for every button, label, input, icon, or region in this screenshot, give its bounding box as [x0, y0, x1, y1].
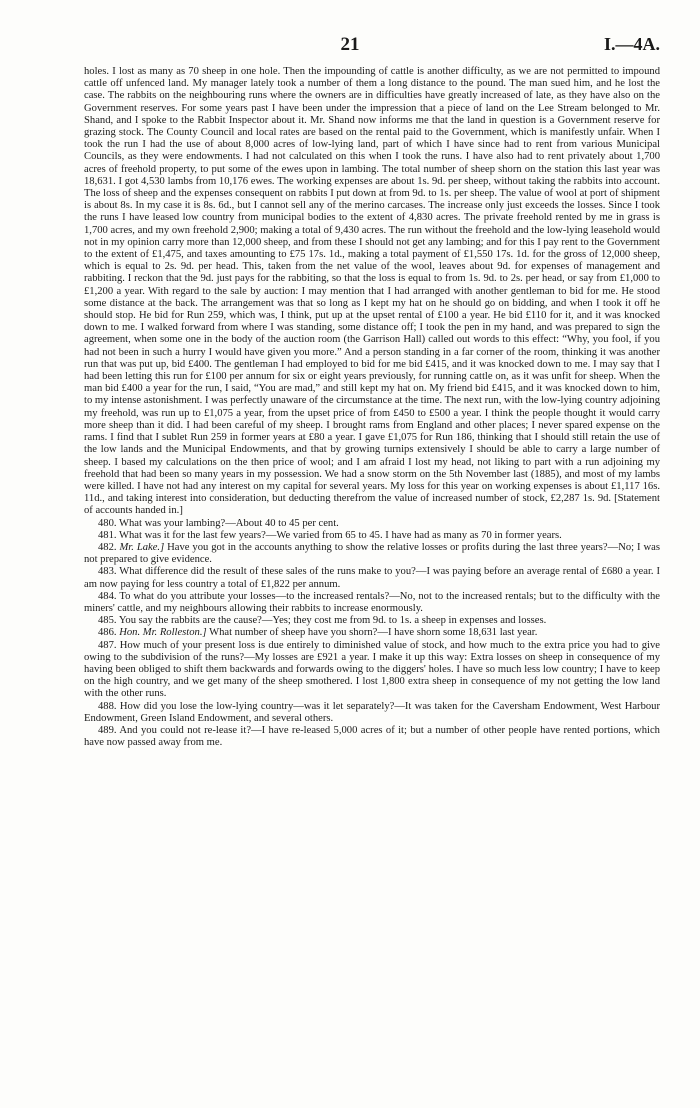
question-number: 483.: [98, 566, 117, 578]
question-paragraph: [84, 591, 660, 615]
question-text: What difference did the result of these sales of the runs make to you?—I was paying before an average rental of £680 a year. I am now paying for less country a total of £1,822 per annum.: [84, 566, 660, 590]
question-text: What was your lambing?—About 40 to 45 per cent.: [119, 517, 339, 529]
question-number: 480.: [98, 517, 117, 529]
question-number: 489.: [98, 724, 117, 736]
page-header: [0, 34, 700, 58]
question-number: 484.: [98, 590, 117, 602]
page-body: [84, 66, 660, 749]
question-paragraph: [84, 566, 660, 590]
question-paragraph: [84, 530, 660, 542]
question-number: 481.: [98, 529, 117, 541]
speaker: Hon. Mr. Rolleston.]: [119, 627, 207, 639]
question-paragraph: [84, 627, 660, 639]
speaker: Mr. Lake.]: [119, 541, 165, 553]
question-list: [84, 518, 660, 750]
intro-paragraph: holes. I lost as many as 70 sheep in one hole. Then the impounding of cattle is another difficulty, as we are not permitted to impound cattle off unfenced land. My manager lately took a number of them a long distance to the pound. The man sued him, and he lost the case. The rabbits on the neighbouring runs where the owners are in difficulties have greatly increased of late, as they have also on the Government reserves. For some years past I have been under the impression that a piece of land on the Lee Stream belonged to Mr. Shand, and I spoke to the Rabbit Inspector about it. Mr. Shand now informs me that the land in question is a Government reserve for grazing stock. The County Council and local rates are based on the rental paid to the Government, which is manifestly unfair. When I took the run I had the use of about 8,000 acres of low-lying land, part of which I have since had to rent from various Municipal Councils, as they were endowments. I had not calculated on this when I took the runs. I have also had to rent privately about 1,700 acres of freehold property, to put some of the ewes upon in lambing. The total number of sheep shorn on the station this last year was 18,631. I got 4,530 lambs from 10,176 ewes. The working expenses are about 1s. 9d. per sheep, without taking the rabbits into account. The loss of sheep and the expenses consequent on rabbits I put down at from 9d. to 1s. per sheep. The value of wool at port of shipment is about 8s. In my case it is 8s. 6d., but I cannot sell any of the merino carcases. The increase only just exceeds the losses. Since I took the runs I have leased low country from municipal bodies to the extent of 4,830 acres. The private freehold rented by me in grass is 1,700 acres, and my own freehold 2,900; making a total of 9,430 acres. The run without the freehold and the low-lying leasehold would not in my opinion carry more than 12,000 sheep, and from these I should not get any lambing; and for this I pay rent to the Government to the extent of £1,475, and taxes amounting to £75 17s. 1d., making a total payment of £1,550 17s. 1d. for the gross of 12,000 sheep, which is equal to 2s. 9d. per head. This, taken from the net value of the wool, leaves about 9d. for expenses of management and rabbiting. I reckon that the 9d. just pays for the rabbiting, so that the loss is equal to from 1s. 9d. to 2s. per head, or say from £1,000 to £1,200 a year. With regard to the sale by auction: I may mention that I had arranged with another gentleman to bid for me. He stood some distance at the back. The arrangement was that so long as I kept my hat on he should go on bidding, and when I took it off he should stop. He bid for Run 259, which was, I think, put up at the upset rental of £100 a year. He bid £110 for it, and it was knocked down to me. I walked forward from where I was standing, some distance off; I took the pen in my hand, and was prepared to sign the agreement, when some one in the body of the auction room (the Garrison Hall) called out words to this effect: “Why, you fool, if you had not been in such a hurry I would have given you more.” And a person standing in a far corner of the room, thinking it was another run that was put up, bid £400. The gentleman I had employed to bid for me bid £415, and it was knocked down to me. I may say that I had been letting this run for £100 per annum for six or eight years previously, for running cattle on, as it was unfit for sheep. When the man bid £400 a year for the run, I said, “You are mad,” and still kept my hat on. My friend bid £415, and it was knocked down to him, to my intense astonishment. I was perfectly unaware of the circumstance at the time. The next run, with the low-lying country adjoining my freehold, was run up to £1,075 a year, from the upset price of from £450 to £500 a year. I think the people thought it would carry more sheep than it did. I had been careful of my sheep. I brought rams from England and other places; I never spared expense on the rams. I find that I sublet Run 259 in former years at £80 a year. I gave £1,075 for Run 186, thinking that I should still retain the use of the low lands and the Municipal Endowments, and that by growing turnips extensively I should be able to carry a large number of sheep. I based my calculations on the then price of wool; and I am afraid I lost my head, not liking to part with a run adjoining my freehold that had been so many years in my possession. We had a snow storm on the 5th November last (1885), and most of my lambs were killed. I have not had any interest on my capital for several years. My loss for this year on working expenses is about £1,117 16s. 11d., and taking interest into consideration, but deducting therefrom the value of increased number of stock, £2,287 1s. 9d. [Statement of accounts handed in.]: [84, 66, 660, 517]
question-paragraph: [84, 542, 660, 566]
question-paragraph: [84, 701, 660, 725]
document-reference: I.—4A.: [603, 34, 660, 54]
question-text: You say the rabbits are the cause?—Yes; they cost me from 9d. to 1s. a sheep in expenses and losses.: [118, 615, 547, 627]
question-number: 482.: [98, 541, 117, 553]
question-number: 486.: [98, 627, 117, 639]
question-paragraph: [84, 640, 660, 701]
question-paragraph: [84, 725, 660, 749]
question-text: What number of sheep have you shorn?—I have shorn some 18,631 last year.: [209, 627, 538, 639]
question-paragraph: [84, 518, 660, 530]
question-number: 485.: [98, 615, 117, 627]
question-text: Have you got in the accounts anything to show the relative losses or profits during the last three years?—No; I was not prepared to give evidence.: [84, 541, 660, 566]
question-text: To what do you attribute your losses—to the increased rentals?—No, not to the increased rentals; but to the difficulty with the miners' cattle, and my neighbours allowing their rabbits to increase enormously.: [84, 590, 660, 614]
page-number: 21: [340, 34, 360, 55]
question-paragraph: [84, 615, 660, 627]
question-text: What was it for the last few years?—We varied from 65 to 45. I have had as many as 70 in former years.: [119, 529, 562, 541]
question-number: 488.: [98, 700, 117, 712]
question-text: How much of your present loss is due entirely to diminished value of stock, and how much to the extra price you had to give owing to the subdivision of the runs?—My losses are £921 a year. I make it up this way: Extra losses on sheep in consequence of my having been obliged to shift them backwards and forwards owing to the diggers' holes. I have so much less low country; I have to keep on the high country, and we get many of the sheep smothered. I lost 1,800 extra sheep in consequence of my not getting the low land with the other runs.: [84, 639, 660, 700]
question-number: 487.: [98, 639, 117, 651]
question-text: And you could not re-lease it?—I have re-leased 5,000 acres of it; but a number of other people have rented portions, which have now passed away from me.: [84, 724, 660, 749]
question-text: How did you lose the low-lying country—was it let separately?—It was taken for the Caversham Endowment, West Harbour Endowment, Green Island Endowment, and several others.: [84, 700, 660, 724]
